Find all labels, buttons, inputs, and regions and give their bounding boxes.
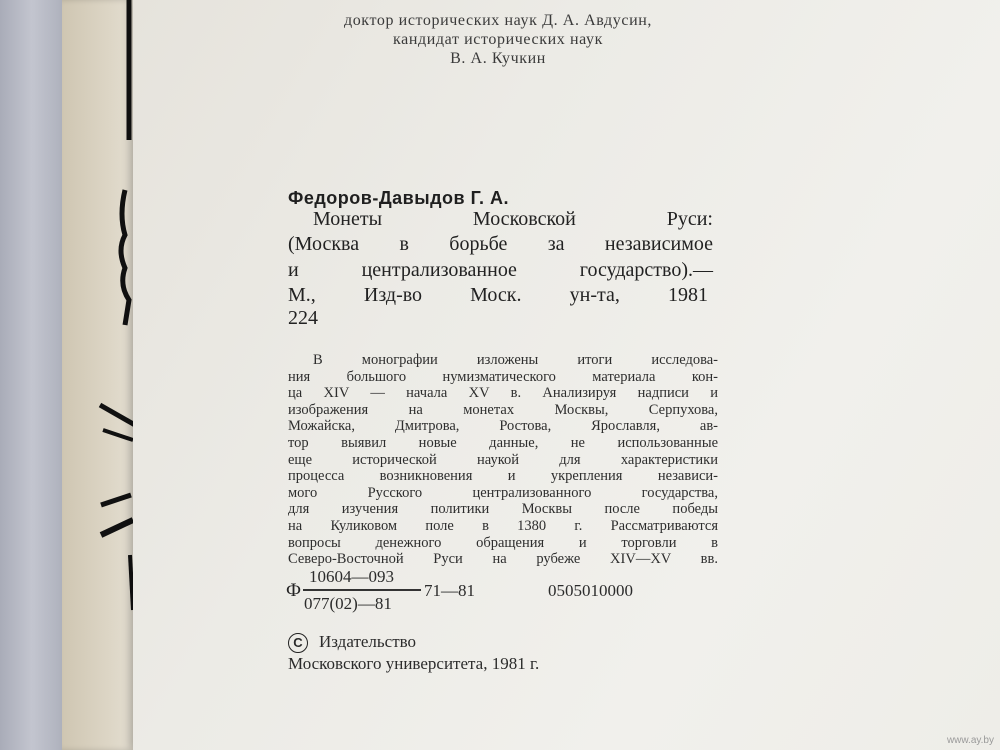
index-prefix: Ф xyxy=(286,580,302,601)
book-page xyxy=(133,0,1000,750)
abstract-line: еще исторической наукой для характеристики xyxy=(288,451,718,468)
index-code: 0505010000 xyxy=(548,581,633,600)
index-denominator: 077(02)—81 xyxy=(304,594,392,613)
bib-page-count: 224 xyxy=(288,307,318,329)
book-author: Федоров-Давыдов Г. А. xyxy=(288,188,510,208)
abstract-line: ца XIV — начала XV в. Анализируя надписи и xyxy=(288,385,718,402)
abstract-line: вопросы денежного обращения и торговли в xyxy=(288,534,718,551)
abstract-line: В монографии изложены итоги исследова- xyxy=(313,352,718,368)
bib-subtitle-line: и централизованное государство).— xyxy=(288,259,713,281)
copyright-line: Московского университета, 1981 г. xyxy=(288,654,540,673)
abstract-line: ния большого нумизматического материала кон- xyxy=(288,368,718,385)
abstract-line: тор выявил новые данные, не использованные xyxy=(288,434,718,451)
reviewer-line-3: В. А. Кучкин xyxy=(450,50,546,67)
watermark: www.ay.by xyxy=(946,735,994,746)
abstract-line: мого Русского централизованного государства, xyxy=(288,484,718,501)
reviewer-line-1: доктор исторических наук Д. А. Авдусин, xyxy=(343,12,653,29)
index-series: 71—81 xyxy=(424,581,475,600)
abstract-block xyxy=(288,352,718,568)
abstract-line: на Куликовом поле в 1380 г. Рассматриваются xyxy=(288,517,718,534)
abstract-line: для изучения политики Москвы после победы xyxy=(288,501,718,518)
abstract-line: изображения на монетах Москвы, Серпухова, xyxy=(288,401,718,418)
bib-publisher-line: М., Изд-во Моск. ун-та, 1981 xyxy=(288,284,708,306)
abstract-line: Северо-Восточной Руси на рубеже XIV—XV вв. xyxy=(288,551,718,568)
abstract-line: Можайска, Дмитрова, Ростова, Ярославля, ав- xyxy=(288,418,718,435)
bib-title-line: Монеты Московской Руси: xyxy=(313,208,713,230)
bib-subtitle-line: (Москва в борьбе за независимое xyxy=(288,233,713,255)
fraction-bar xyxy=(303,589,421,591)
index-numerator: 10604—093 xyxy=(309,567,394,586)
abstract-line: процесса возникновения и укрепления независи- xyxy=(288,468,718,485)
copyright-publisher: Издательство xyxy=(319,632,417,651)
reviewer-line-2: кандидат исторических наук xyxy=(393,31,603,48)
copyright-icon: C xyxy=(288,633,308,653)
